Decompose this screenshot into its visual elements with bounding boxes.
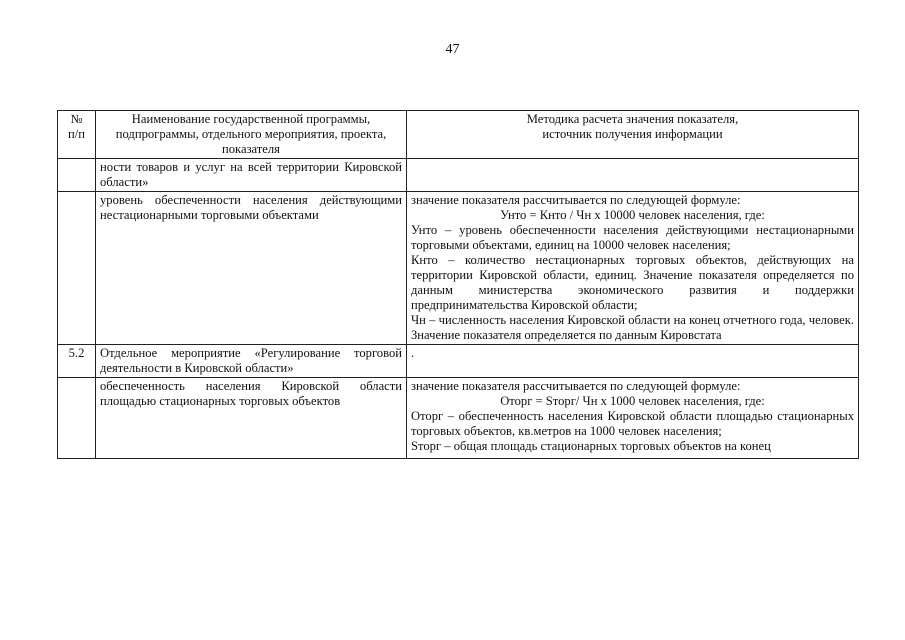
methodology-table (57, 110, 859, 459)
table-row (58, 192, 859, 345)
definition: Унто – уровень обеспеченности населения действующими нестационарными торговыми объектами, единиц на 10000 человек населения; (411, 223, 854, 252)
table-row (58, 159, 859, 192)
formula: Унто = Кнто / Чн х 10000 человек населения, где: (500, 208, 765, 222)
header-method-line2: источник получения информации (542, 127, 723, 141)
row-name: обеспеченность населения Кировской области площадью стационарных торговых объектов (96, 378, 407, 459)
table-row (58, 378, 859, 459)
row-name: уровень обеспеченности населения действующими нестационарными торговыми объектами (96, 192, 407, 345)
row-name: Отдельное мероприятие «Регулирование торговой деятельности в Кировской области» (96, 345, 407, 378)
definition: Sторг – общая площадь стационарных торговых объектов на конец (411, 439, 771, 453)
header-number-line1: № (70, 112, 83, 126)
definition: Оторг – обеспеченность населения Кировской области площадью стационарных торговых объектов, кв.метров на 1000 человек населения; (411, 409, 854, 438)
row-method (407, 159, 859, 192)
page-number: 47 (445, 42, 460, 57)
method-intro: значение показателя рассчитывается по следующей формуле: (411, 193, 741, 207)
formula: Оторг = Sторг/ Чн х 1000 человек населения, где: (500, 394, 765, 408)
row-number: 5.2 (58, 345, 96, 378)
row-method (407, 192, 859, 345)
header-name: Наименование государственной программы, подпрограммы, отдельного мероприятия, проекта, показателя (96, 111, 407, 159)
row-number (58, 378, 96, 459)
row-method (407, 378, 859, 459)
header-method (407, 111, 859, 159)
definition: Кнто – количество нестационарных торговых объектов, действующих на территории Кировской области, единиц. Значение показателя определяется по данным министерства экономического развития и поддержки предпринимательства Кировской области; (411, 253, 854, 312)
header-number (58, 111, 96, 159)
row-number (58, 159, 96, 192)
table-row (58, 345, 859, 378)
row-number (58, 192, 96, 345)
row-name: ности товаров и услуг на всей территории Кировской области» (96, 159, 407, 192)
header-method-line1: Методика расчета значения показателя, (526, 112, 739, 126)
method-intro: значение показателя рассчитывается по следующей формуле: (411, 379, 741, 393)
row-method: . (407, 345, 859, 378)
header-number-line2: п/п (68, 127, 85, 141)
definition: Чн – численность населения Кировской области на конец отчетного года, человек. Значение показателя определяется по данным Кировстата (411, 313, 854, 342)
table-header-row (58, 111, 859, 159)
